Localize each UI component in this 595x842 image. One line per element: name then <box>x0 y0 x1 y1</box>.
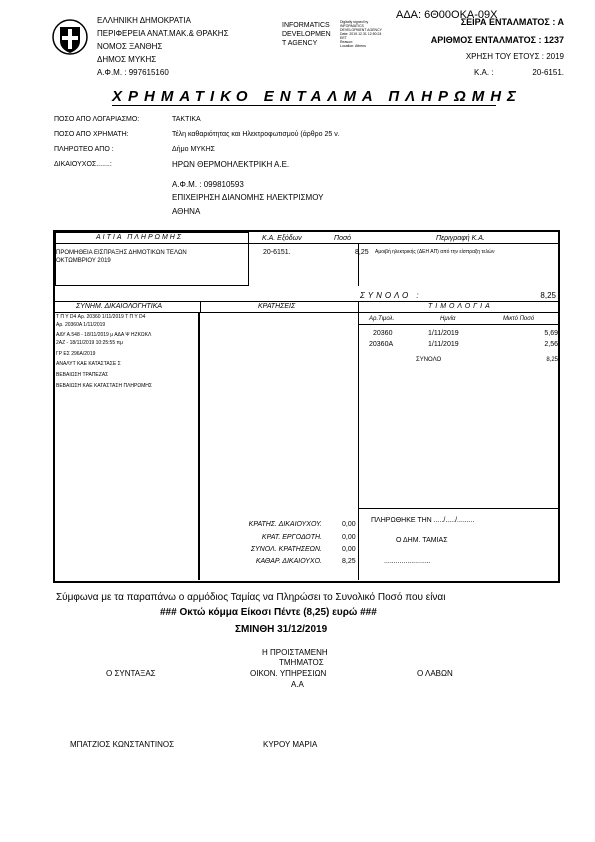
total-value: 8,25 <box>540 291 556 300</box>
place-date: ΣΜΙΝΘΗ 31/12/2019 <box>235 624 328 635</box>
doc-line: ΓΡ ΕΣ 296Α/2019 <box>56 351 96 357</box>
amount-header: Ποσό <box>334 235 352 242</box>
head-title-line: Α.Α <box>291 680 304 689</box>
signature-tiny-line: DEVELOPMENT AGENCY <box>340 28 382 32</box>
row-ka: 20-6151. <box>263 249 291 256</box>
beneficiary-afm: Α.Φ.Μ. : 099810593 <box>172 180 244 189</box>
greek-emblem-icon <box>52 15 88 59</box>
amount-in-words: ### Οκτώ κόμμα Είκοσι Πέντε (8,25) ευρώ ### <box>160 607 377 618</box>
receiver-title: Ο ΛΑΒΩΝ <box>417 669 453 678</box>
ka-header: Κ.Α. Εξόδων <box>262 235 302 242</box>
doc-line: Τ Π Υ D4 Αρ. 20360 1/11/2019 Τ Π Υ D4 <box>56 314 146 320</box>
use-value: Τέλη καθαριότητας και Ηλεκτροφωτισμού (άρθρο 25 ν. <box>172 131 340 138</box>
inv-total-label: ΣΥΝΟΛΟ <box>416 357 442 363</box>
docs-header: ΣΥΝΗΜ. ΔΙΚΑΙΟΛΟΓΗΤΙΚΑ <box>76 303 163 310</box>
state-line: ΔΗΜΟΣ ΜΥΚΗΣ <box>97 55 157 64</box>
beneficiary-business: ΕΠΙΧΕΙΡΗΣΗ ΔΙΑΝΟΜΗΣ ΗΛΕΚΤΡΙΣΜΟΥ <box>172 193 324 202</box>
total-label: ΣΥΝΟΛΟ : <box>360 291 422 300</box>
document-title: ΧΡΗΜΑΤΙΚΟ ΕΝΤΑΛΜΑ ΠΛΗΡΩΜΗΣ <box>112 88 522 105</box>
state-line: ΕΛΛΗΝΙΚΗ ΔΗΜΟΚΡΑΤΙΑ <box>97 16 191 25</box>
doc-line: Αρ. 20360Α 1/11/2019 <box>56 322 106 328</box>
account-value: ΤΑΚΤΙΚΑ <box>172 116 201 123</box>
doc-line: ΒΕΒΑΙΩΣΗ ΤΡΑΠΕΖΑΣ <box>56 372 109 378</box>
ida-agency-line: INFORMATICS <box>282 22 330 29</box>
cause-text-line: ΠΡΟΜΗΘΕΙΑ ΕΙΣΠΡΑΞΗΣ ΔΗΜΟΤΙΚΩΝ ΤΕΛΩΝ <box>56 250 187 256</box>
use-label: ΠΟΣΟ ΑΠΟ ΧΡΗΜΑΤΗ: <box>54 131 129 138</box>
signature-dots: ........................ <box>384 558 431 565</box>
deductions-header: ΚΡΑΤΗΣΕΙΣ <box>258 303 296 310</box>
sum-value: 0,00 <box>342 546 356 553</box>
sum-label: ΚΑΘΑΡ. ΔΙΚΑΙΟΥΧΟ. <box>255 558 322 565</box>
doc-line: ΑΔΥ Α.548 - 18/11/2019 μ ΑΔΑ Ψ ΗΖΚΩΚΛ <box>56 332 152 338</box>
account-label: ΠΟΣΟ ΑΠΟ ΛΟΓΑΡΙΑΣΜΟ: <box>54 116 140 123</box>
state-line: ΠΕΡΙΦΕΡΕΙΑ ΑΝΑΤ.ΜΑΚ.& ΘΡΑΚΗΣ <box>97 29 229 38</box>
sum-label: ΚΡΑΤΗΣ. ΔΙΚΑΙΟΥΧΟΥ. <box>248 521 322 528</box>
sum-value: 0,00 <box>342 521 356 528</box>
row-amount: 8,25 <box>355 249 369 256</box>
payer-label: ΠΛΗΡΩΤΕΟ ΑΠΟ : <box>54 146 114 153</box>
sum-value: 0,00 <box>342 534 356 541</box>
desc-header: Περιγραφή Κ.Α. <box>436 235 485 242</box>
ada-code: ΑΔΑ: 6Θ00ΟΚΑ-09Χ <box>396 9 498 21</box>
sum-label: ΚΡΑΤ. ΕΡΓΟΔΟΤΗ. <box>261 534 322 541</box>
doc-line: ΒΕΒΑΙΩΣΗ ΚΑΕ ΚΑΤΑΣΤΑΣΗ ΠΛΗΡΩΜΗΣ <box>56 383 152 389</box>
invoice-no: 20360Α <box>369 341 394 348</box>
treasurer-label: Ο ΔΗΜ. ΤΑΜΙΑΣ <box>396 537 448 544</box>
composer-title: Ο ΣΥΝΤΑΞΑΣ <box>106 669 156 678</box>
doc-line: 2ΑΖ - 18/11/2019 10:25:55 πμ <box>56 340 123 346</box>
ida-agency-line: DEVELOPMEN <box>282 31 331 38</box>
signature-tiny-line: Location: Athens <box>340 44 366 48</box>
beneficiary-value: ΗΡΩΝ ΘΕΡΜΟΗΛΕΚΤΡΙΚΗ Α.Ε. <box>172 160 290 169</box>
signature-tiny-line: Date: 2019.12.31 12:50:24 <box>340 32 382 36</box>
payer-value: Δήμο ΜΥΚΗΣ <box>172 146 215 153</box>
invoice-amount: 5,69 <box>544 330 558 337</box>
ka-label: Κ.Α. : <box>474 68 494 77</box>
row-desc: Αμοιβή ηλεκτρικής (ΔΕΗ ΑΠ) από την είσπραξη τελών <box>375 249 495 255</box>
sum-label: ΣΥΝΟΛ. ΚΡΑΤΗΣΕΩΝ. <box>250 546 322 553</box>
doc-line: ΑΝΑΛΥΤ ΚΑΕ ΚΑΤΑΣΤΑΣΕ Σ <box>56 361 121 367</box>
head-title-line: Η ΠΡΟΙΣΤΑΜΕΝΗ <box>262 648 328 657</box>
head-title-line: ΤΜΗΜΑΤΟΣ <box>279 658 324 667</box>
head-title-line: ΟΙΚΟΝ. ΥΠΗΡΕΣΙΩΝ <box>250 669 327 678</box>
invoice-date: 1/11/2019 <box>428 330 459 337</box>
beneficiary-city: ΑΘΗΝΑ <box>172 207 201 216</box>
ka-value: 20-6151. <box>532 68 564 77</box>
ida-agency-line: T AGENCY <box>282 40 318 47</box>
paid-on: ΠΛΗΡΩΘΗΚΕ ΤΗΝ ...../...../......... <box>371 517 475 524</box>
invoice-amount: 2,56 <box>544 341 558 348</box>
beneficiary-label: ΔΙΚΑΙΟΥΧΟΣ.......: <box>54 161 112 168</box>
inv-total-value: 8,25 <box>546 357 558 363</box>
fiscal-year: ΧΡΗΣΗ ΤΟΥ ΕΤΟΥΣ : 2019 <box>465 52 564 61</box>
cause-header: ΑΙΤΙΑ ΠΛΗΡΩΜΗΣ <box>96 234 184 241</box>
invoice-no: 20360 <box>373 330 393 337</box>
sum-value: 8,25 <box>342 558 356 565</box>
inv-col-no: Αρ.Τιμολ. <box>369 316 395 322</box>
signature-tiny-line: Digitally signed by <box>340 20 369 24</box>
signature-tiny-line: EET <box>340 36 347 40</box>
invoice-header: ΤΙΜΟΛΟΓΙΑ <box>428 303 493 310</box>
statement: Σύμφωνα με τα παραπάνω ο αρμόδιος Ταμίας να Πληρώσει το Συνολικό Ποσό που είναι <box>56 592 446 603</box>
invoice-date: 1/11/2019 <box>428 341 459 348</box>
signature-tiny-line: Reason: <box>340 40 354 44</box>
cause-text-line: ΟΚΤΩΜΒΡΙΟΥ 2019 <box>56 258 111 264</box>
inv-col-date: Ημνία <box>440 316 456 322</box>
state-afm: Α.Φ.Μ. : 997615160 <box>97 68 169 77</box>
inv-col-amount: Μικτό Ποσό <box>503 316 535 322</box>
composer-name: ΜΠΑΤΖΙΟΣ ΚΩΝΣΤΑΝΤΙΝΟΣ <box>70 740 175 749</box>
head-name: ΚΥΡΟΥ ΜΑΡΙΑ <box>263 740 318 749</box>
warrant-number: ΑΡΙΘΜΟΣ ΕΝΤΑΛΜΑΤΟΣ : 1237 <box>430 35 564 45</box>
warrant-series: ΣΕΙΡΑ ΕΝΤΑΛΜΑΤΟΣ : Α <box>460 17 564 27</box>
title-underline <box>112 105 496 106</box>
signature-tiny-line: INFORMATICS <box>340 24 364 28</box>
state-line: ΝΟΜΟΣ ΞΑΝΘΗΣ <box>97 42 163 51</box>
